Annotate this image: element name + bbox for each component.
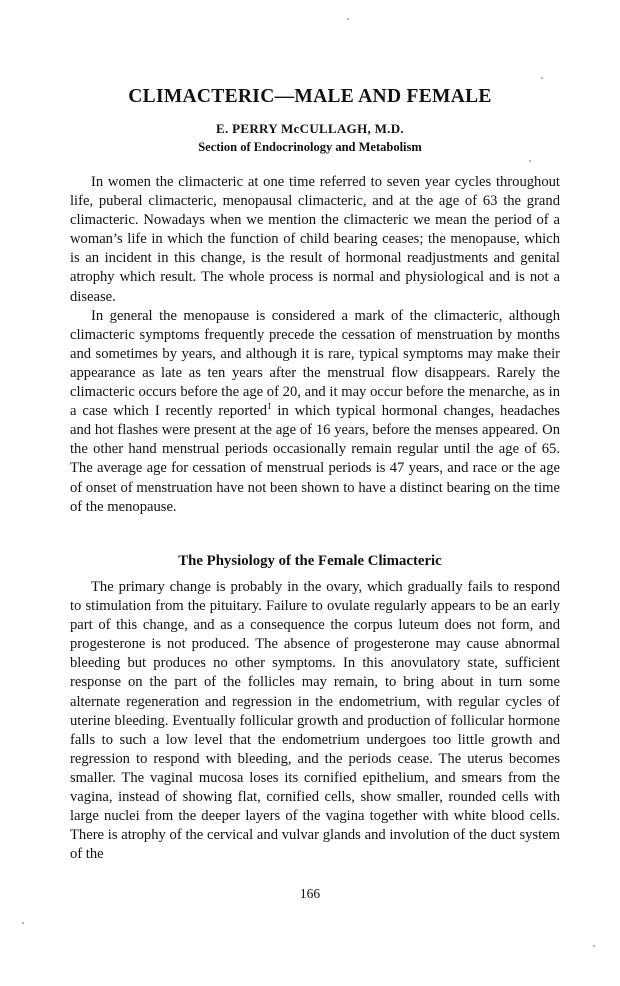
article-title: CLIMACTERIC—MALE AND FEMALE (128, 86, 492, 107)
reference-marker[interactable]: 1 (267, 401, 272, 412)
article-author: E. PERRY McCULLAGH, M.D. (216, 121, 404, 136)
author-affiliation: Section of Endocrinology and Metabolism (198, 140, 422, 154)
intro-text (70, 173, 560, 517)
section-heading: The Physiology of the Female Climacteric (178, 553, 442, 569)
paragraph-2-text-a: In general the menopause is considered a mark of the climacteric, although climacteric symptoms frequently precede the cessation of menstruation by months and sometimes by years, and although it is rare, typical symptoms may make their appearance as late as ten years after the menstrual flow disappears. Rarely the climacteric occurs before the age of 20, and it may occur before the menarche, as in a case which I recently reported (70, 307, 560, 420)
paragraph-1: In women the climacteric at one time referred to seven year cycles throughout life, puberal climacteric, menopausal climacteric, and at the age of 63 the grand climacteric. Nowadays when we mention the climacteric we mean the period of a woman’s life in which the function of child bearing ceases; the menopause, which is an incident in this change, is the result of hormonal readjustments and genital atrophy which result. The whole process is normal and physiological and is not a disease. (70, 174, 560, 305)
paragraph-2 (70, 307, 560, 517)
section-text (70, 578, 560, 864)
paragraph-2-text-b: in which typical hormonal changes, headaches and hot flashes were present at the age of 16 years, before the menses appeared. On the other hand menstrual periods occasionally remain regular until the age of 65. The average age for cessation of menstrual periods is 47 years, and race or the age of onset of menstruation have not been shown to have a distinct bearing on the time of the menopause. (70, 403, 560, 515)
paragraph-3: The primary change is probably in the ovary, which gradually fails to respond to stimulation from the pituitary. Failure to ovulate regularly appears to be an early part of this change, and as a consequence the corpus luteum does not form, and progesterone is not produced. The absence of progesterone may cause abnormal bleeding but produces no other symptoms. In this anovulatory state, sufficient response on the part of the follicles may remain, to bring about in turn some alternate regeneration and regression in the endometrium, with regular cycles of uterine bleeding. Eventually follicular growth and production of follicular hormone falls to such a low level that the endometrium undergoes too little growth and regression to respond with bleeding, and the periods cease. The uterus becomes smaller. The vaginal mucosa loses its cornified epithelium, and smears from the vagina, instead of showing flat, cornified cells, show smaller, rounded cells with large nuclei from the deeper layers of the vagina together with white blood cells. There is atrophy of the cervical and vulvar glands and involution of the duct system of the (70, 579, 560, 863)
page-number: 166 (299, 886, 321, 901)
